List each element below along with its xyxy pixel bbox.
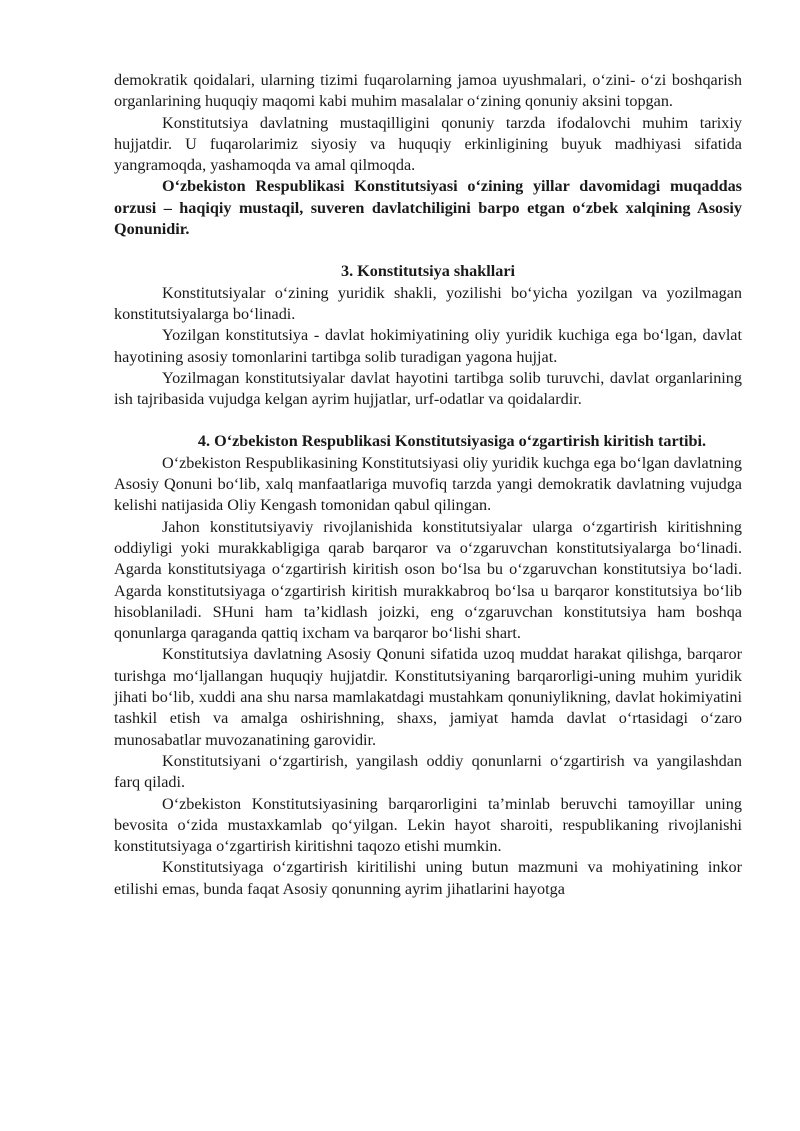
paragraph-4: Konstitutsiyalar o‘zining yuridik shakli, yozilishi bo‘yicha yozilgan va yozilmagan konstitutsiyalarga bo‘linadi. [114, 283, 742, 323]
section-3-heading: 3. Konstitutsiya shakllari [340, 262, 516, 281]
paragraph-5: Yozilgan konstitutsiya - davlat hokimiyatining oliy yuridik kuchiga ega bo‘lgan, davlat hayotining asosiy tomonlarini tartibga solib turadigan yagona hujjat. [114, 326, 742, 366]
paragraph-9: Konstitutsiya davlatning Asosiy Qonuni sifatida uzoq muddat harakat qilishga, barqaror turishga mo‘ljallangan huquqiy hujjatdir. Konstitutsiyaning barqarorligi-uning muhim yuridik jihati bo‘lib, xuddi ana shu narsa mamlakatdagi mustahkam qonuniylikning, davlat hokimiyatini tashkil etish va amalga oshirishning, shaxs, jamiyat hamda davlat o‘rtasidagi o‘zaro munosabatlar muvozanatining garovidir. [114, 645, 742, 749]
paragraph-10: Konstitutsiyani o‘zgartirish, yangilash oddiy qonunlarni o‘zgartirish va yangilashdan farq qiladi. [114, 751, 742, 792]
spacer [114, 240, 742, 261]
paragraph-8: Jahon konstitutsiyaviy rivojlanishida konstitutsiyalar ularga o‘zgartirish kiritishning oddiyligi yoki murakkabligiga qarab barqaror va o‘zgaruvchan konstitutsiyalarga bo‘linadi. Agarda konstitutsiyaga o‘zgartirish kiritish oson bo‘lsa bu o‘zgaruvchan konstitutsiya bo‘ladi. Agarda konstitutsiyaga o‘zgartirish kiritish murakkabroq bo‘lsa u barqaror konstitutsiya bo‘lib hisoblaniladi. SHuni ham ta’kidlash joizki, eng o‘zgaruvchan konstitutsiya ham boshqa qonunlarga qaraganda qattiq ixcham va barqaror bo‘lishi shart. [114, 517, 742, 643]
document-page [114, 70, 742, 900]
paragraph-6: Yozilmagan konstitutsiyalar davlat hayotini tartibga solib turuvchi, davlat organlarining ish tajribasida vujudga kelgan ayrim hujjatlar, urf-odatlar va qoidalardir. [114, 368, 742, 409]
paragraph-2: Konstitutsiya davlatning mustaqilligini qonuniy tarzda ifodalovchi muhim tarixiy hujjatdir. U fuqarolarimiz siyosiy va huquqiy erkinligining buyuk madhiyasi sifatida yangramoqda, yashamoqda va amal qilmoqda. [114, 113, 742, 175]
paragraph-7: O‘zbekiston Respublikasining Konstitutsiyasi oliy yuridik kuchga ega bo‘lgan davlatning Asosiy Qonuni bo‘lib, xalq manfaatlariga muvofiq tarzda yangi demokratik davlatning vujudga kelishi natijasida Oliy Kengash tomonidan qabul qilingan. [114, 453, 742, 515]
section-4-heading: 4. O‘zbekiston Respublikasi Konstitutsiyasiga o‘zgartirish kiritish tartibi. [197, 432, 707, 451]
paragraph-3-bold: O‘zbekiston Respublikasi Konstitutsiyasi o‘zining yillar davomidagi muqaddas orzusi – haqiqiy mustaqil, suveren davlatchiligini barpo etgan o‘zbek xalqining Asosiy Qonunidir. [114, 177, 742, 239]
paragraph-11: O‘zbekiston Konstitutsiyasining barqarorligini ta’minlab beruvchi tamoyillar uning bevosita o‘zida mustaxkamlab qo‘yilgan. Lekin hayot sharoiti, respublikaning rivojlanishi konstitutsiyaga o‘zgartirish kiritishni taqozo etishi mumkin. [114, 794, 742, 856]
paragraph-12: Konstitutsiyaga o‘zgartirish kiritilishi uning butun mazmuni va mohiyatining inkor etilishi emas, bunda faqat Asosiy qonunning ayrim jihatlarini hayotga [114, 858, 742, 898]
paragraph-1: demokratik qoidalari, ularning tizimi fuqarolarning jamoa uyushmalari, o‘zini- o‘zi boshqarish organlarining huquqiy maqomi kabi muhim masalalar o‘zining qonuniy aksini topgan. [114, 71, 742, 111]
spacer [114, 410, 742, 431]
